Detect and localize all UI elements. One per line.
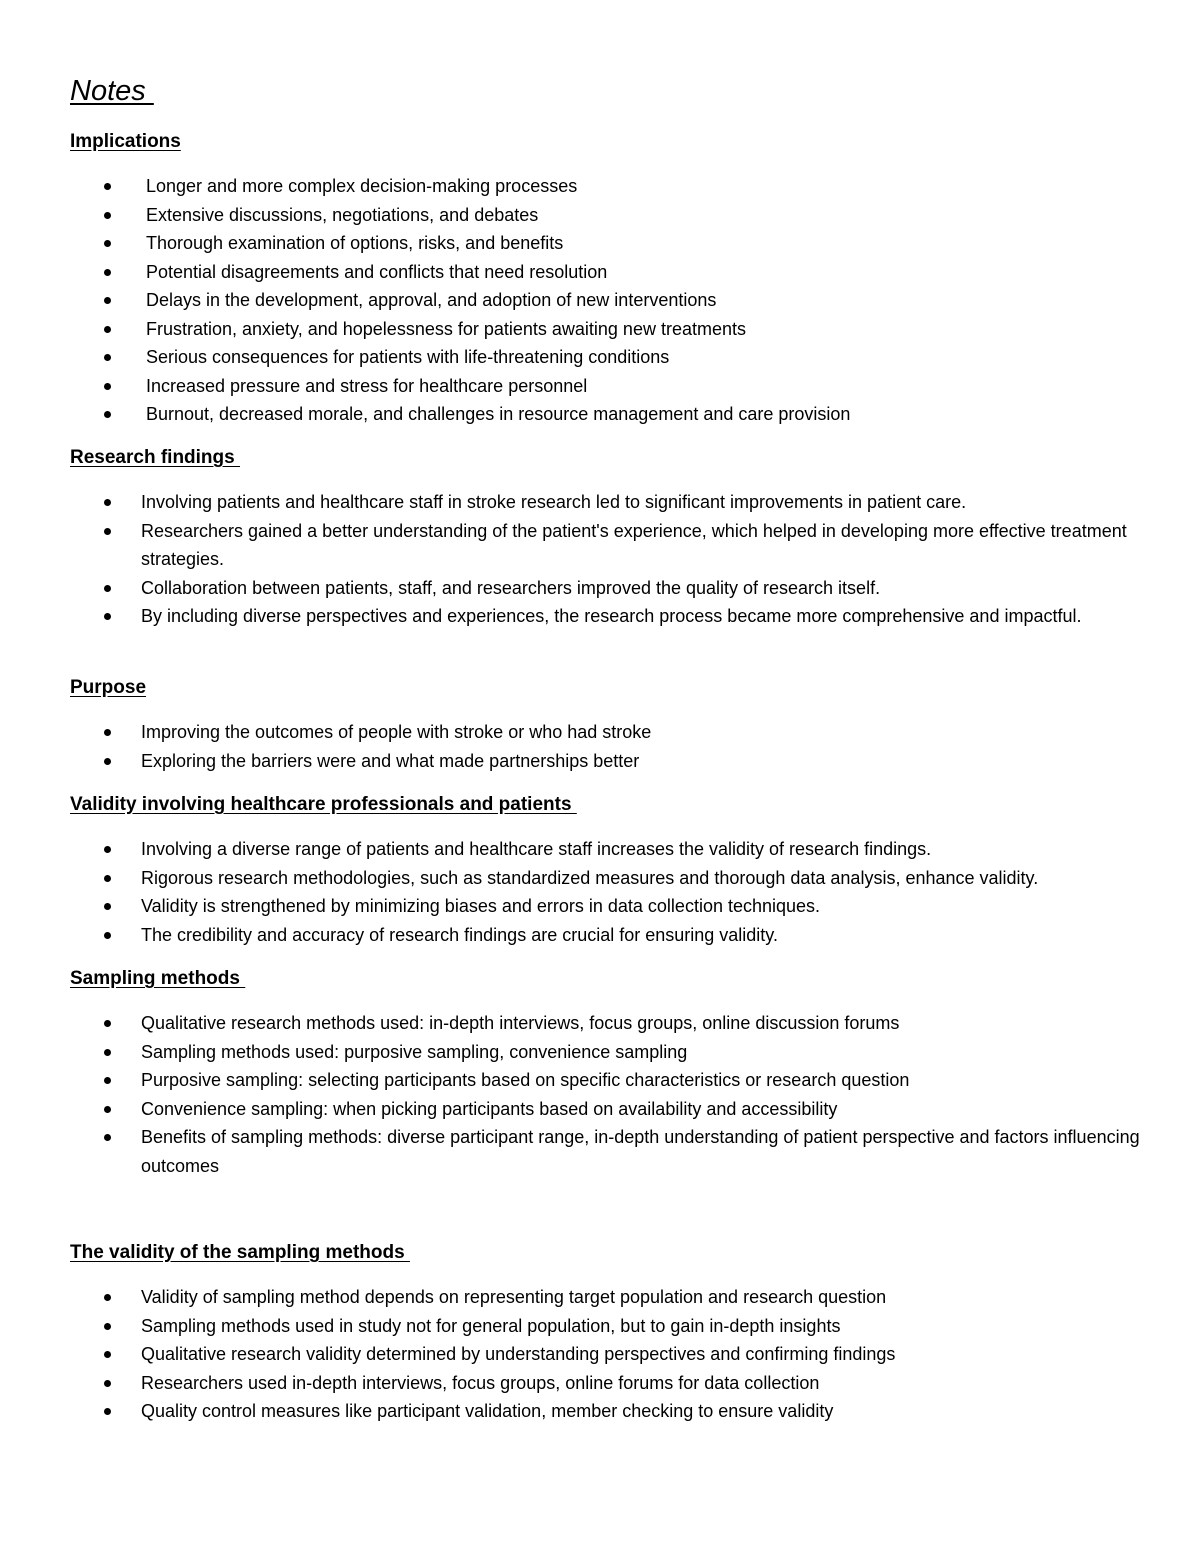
bullet-icon <box>104 383 111 390</box>
list-item: Quality control measures like participant validation, member checking to ensure validity <box>0 1397 1160 1426</box>
bullet-icon <box>104 903 111 910</box>
list-item: Exploring the barriers were and what made partnerships better <box>0 747 1160 776</box>
bullet-icon <box>104 528 111 535</box>
list-item: Benefits of sampling methods: diverse participant range, in-depth understanding of patient perspective and factors influencing outcomes <box>0 1123 1160 1180</box>
list-item: Collaboration between patients, staff, and researchers improved the quality of research itself. <box>0 574 1160 603</box>
bullet-icon <box>104 297 111 304</box>
bullet-icon <box>104 613 111 620</box>
list-item: Longer and more complex decision-making processes <box>0 172 1160 201</box>
list-item: Thorough examination of options, risks, and benefits <box>0 229 1160 258</box>
section-heading-sampling-methods: Sampling methods <box>70 968 246 989</box>
bullet-icon <box>104 729 111 736</box>
list-item: Validity of sampling method depends on representing target population and research question <box>0 1283 1160 1312</box>
list-item: Increased pressure and stress for healthcare personnel <box>0 372 1160 401</box>
list-item: Convenience sampling: when picking participants based on availability and accessibility <box>0 1095 1160 1124</box>
list-item: Frustration, anxiety, and hopelessness for patients awaiting new treatments <box>0 315 1160 344</box>
bullet-icon <box>104 326 111 333</box>
section-heading-implications: Implications <box>70 131 181 152</box>
research-findings-list <box>0 488 1160 631</box>
list-item: Potential disagreements and conflicts that need resolution <box>0 258 1160 287</box>
list-item: Rigorous research methodologies, such as standardized measures and thorough data analysis, enhance validity. <box>0 864 1160 893</box>
section-heading-purpose: Purpose <box>70 677 147 698</box>
list-item: Qualitative research validity determined by understanding perspectives and confirming findings <box>0 1340 1160 1369</box>
section-heading-validity-of-sampling: The validity of the sampling methods <box>70 1242 410 1263</box>
list-item: Involving a diverse range of patients and healthcare staff increases the validity of research findings. <box>0 835 1160 864</box>
list-item: By including diverse perspectives and experiences, the research process became more comprehensive and impactful. <box>0 602 1160 631</box>
bullet-icon <box>104 758 111 765</box>
list-item: Sampling methods used in study not for general population, but to gain in-depth insights <box>0 1312 1160 1341</box>
bullet-icon <box>104 585 111 592</box>
list-item: Serious consequences for patients with life-threatening conditions <box>0 343 1160 372</box>
bullet-icon <box>104 269 111 276</box>
validity-list <box>0 835 1160 949</box>
bullet-icon <box>104 354 111 361</box>
bullet-icon <box>104 212 111 219</box>
bullet-icon <box>104 1294 111 1301</box>
bullet-icon <box>104 1408 111 1415</box>
list-item: Qualitative research methods used: in-depth interviews, focus groups, online discussion forums <box>0 1009 1160 1038</box>
list-item: Involving patients and healthcare staff in stroke research led to significant improvements in patient care. <box>0 488 1160 517</box>
page-title: Notes <box>70 75 154 107</box>
bullet-icon <box>104 932 111 939</box>
bullet-icon <box>104 1323 111 1330</box>
bullet-icon <box>104 1077 111 1084</box>
bullet-icon <box>104 846 111 853</box>
list-item: Researchers used in-depth interviews, focus groups, online forums for data collection <box>0 1369 1160 1398</box>
bullet-icon <box>104 240 111 247</box>
list-item: The credibility and accuracy of research findings are crucial for ensuring validity. <box>0 921 1160 950</box>
bullet-icon <box>104 1049 111 1056</box>
list-item: Extensive discussions, negotiations, and debates <box>0 201 1160 230</box>
bullet-icon <box>104 1134 111 1141</box>
list-item: Purposive sampling: selecting participants based on specific characteristics or research question <box>0 1066 1160 1095</box>
purpose-list <box>0 718 1160 775</box>
bullet-icon <box>104 411 111 418</box>
bullet-icon <box>104 499 111 506</box>
bullet-icon <box>104 1351 111 1358</box>
bullet-icon <box>104 1020 111 1027</box>
list-item: Validity is strengthened by minimizing biases and errors in data collection techniques. <box>0 892 1160 921</box>
bullet-icon <box>104 1106 111 1113</box>
list-item: Delays in the development, approval, and adoption of new interventions <box>0 286 1160 315</box>
validity-of-sampling-list <box>0 1283 1160 1426</box>
bullet-icon <box>104 875 111 882</box>
section-heading-validity: Validity involving healthcare professionals and patients <box>70 794 577 815</box>
bullet-icon <box>104 183 111 190</box>
list-item: Sampling methods used: purposive sampling, convenience sampling <box>0 1038 1160 1067</box>
implications-list <box>0 172 1160 429</box>
list-item: Improving the outcomes of people with stroke or who had stroke <box>0 718 1160 747</box>
list-item: Researchers gained a better understanding of the patient's experience, which helped in developing more effective treatment strategies. <box>0 517 1160 574</box>
section-heading-research-findings: Research findings <box>70 447 240 468</box>
bullet-icon <box>104 1380 111 1387</box>
list-item: Burnout, decreased morale, and challenges in resource management and care provision <box>0 400 1160 429</box>
sampling-methods-list <box>0 1009 1160 1180</box>
